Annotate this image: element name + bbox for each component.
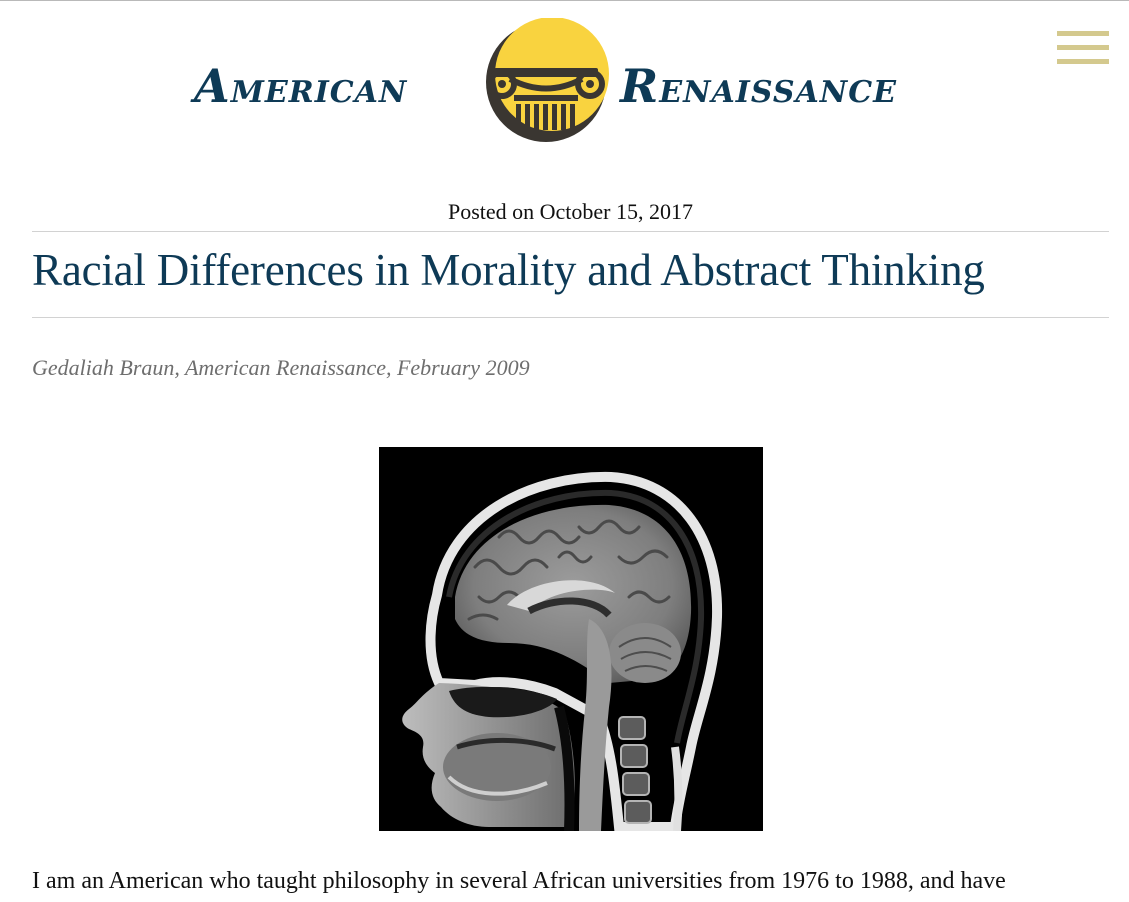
posted-date: October 15, 2017 [539, 199, 694, 224]
hamburger-menu-icon[interactable] [1057, 31, 1109, 64]
divider-top [32, 231, 1109, 232]
logo-initial-a: A [194, 59, 231, 113]
logo-word-renaissance [620, 59, 897, 113]
divider-bottom [32, 317, 1109, 318]
logo-rest-enaissance: ENAISSANCE [659, 75, 897, 110]
posted-prefix: Posted on [447, 199, 535, 224]
top-border [0, 0, 1129, 1]
column-emblem-icon [480, 18, 610, 146]
menu-bar-middle [1057, 45, 1109, 50]
article-byline: Gedaliah Braun, American Renaissance, February 2009 [32, 355, 530, 380]
logo-rest-merican: MERICAN [230, 75, 408, 110]
article-title[interactable]: Racial Differences in Morality and Abstract Thinking [32, 245, 985, 295]
menu-bar-bottom [1057, 59, 1109, 64]
logo-word-american [194, 59, 408, 113]
article-first-paragraph: I am an American who taught philosophy in several African universities from 1976 to 1988, and have [32, 868, 1006, 894]
posted-date-line [0, 198, 1129, 226]
logo-initial-r: R [620, 59, 660, 113]
menu-bar-top [1057, 31, 1109, 36]
site-logo[interactable] [190, 14, 950, 146]
mri-brain-scan-image [379, 447, 763, 831]
